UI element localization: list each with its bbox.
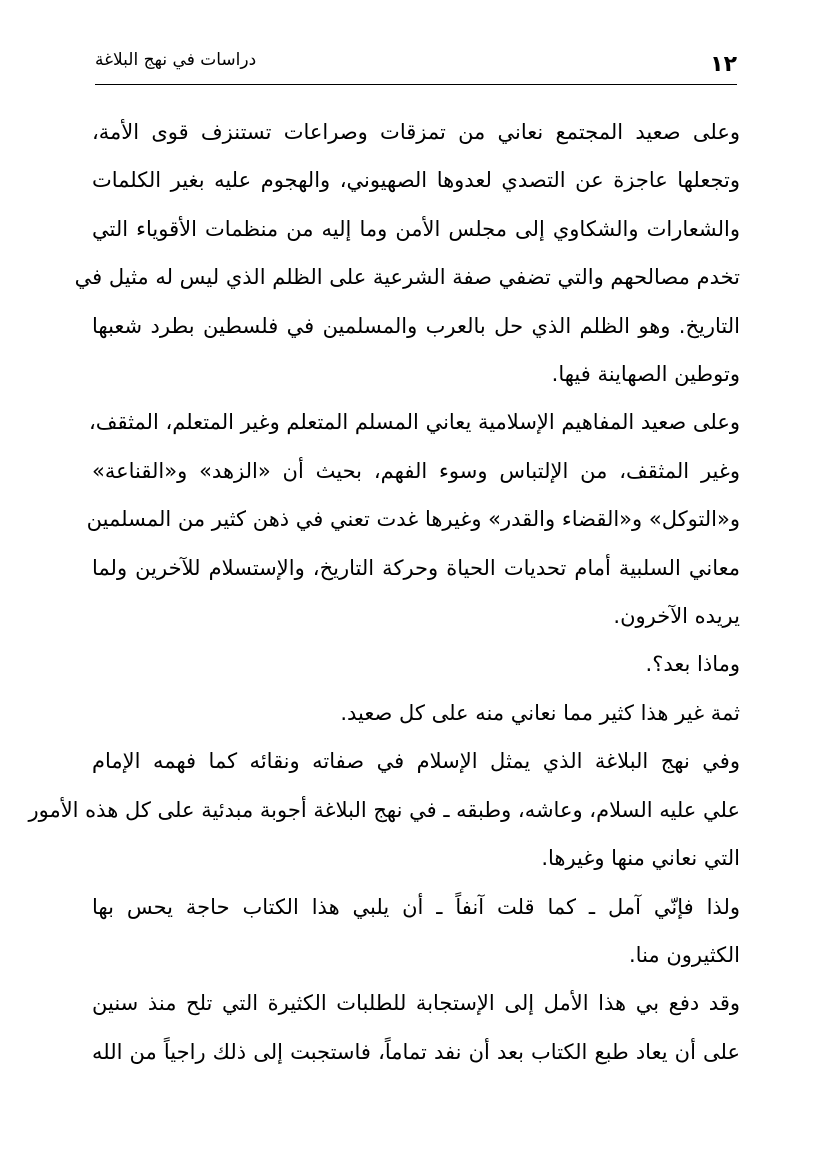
- text-line: يريده الآخرون.: [613, 604, 740, 629]
- text-line: وعلى صعيد المفاهيم الإسلامية يعاني المسلم المتعلم وغير المتعلم، المثقف،: [88, 410, 740, 435]
- text-line: معاني السلبية أمام تحديات الحياة وحركة التاريخ، والإستسلام للآخرين ولما: [92, 555, 740, 580]
- text-line: علي عليه السلام، وعاشه، وطبقه ـ في نهج البلاغة أجوبة مبدئية على كل هذه الأمور: [28, 797, 740, 822]
- text-line: الكثيرون منا.: [629, 942, 740, 967]
- text-line: و«التوكل» و«القضاء والقدر» وغيرها غدت تعني في ذهن كثير من المسلمين: [86, 507, 740, 532]
- text-line: ثمة غير هذا كثير مما نعاني منه على كل صعيد.: [340, 700, 740, 725]
- text-line: وغير المثقف، من الإلتباس وسوء الفهم، بحيث أن «الزهد» و«القناعة»: [92, 458, 740, 483]
- text-line: والشعارات والشكاوي إلى مجلس الأمن وما إليه من منظمات الأقوياء التي: [92, 216, 740, 241]
- text-line: وتوطين الصهاينة فيها.: [551, 362, 740, 387]
- text-line: وعلى صعيد المجتمع نعاني من تمزقات وصراعات تستنزف قوى الأمة،: [92, 120, 740, 144]
- text-line: التي نعاني منها وغيرها.: [541, 846, 740, 871]
- text-line: وفي نهج البلاغة الذي يمثل الإسلام في صفاته ونقائه كما فهمه الإمام: [92, 749, 740, 774]
- text-line: وقد دفع بي هذا الأمل إلى الإستجابة للطلبات الكثيرة التي تلح منذ سنين: [92, 991, 740, 1016]
- text-line: التاريخ. وهو الظلم الذي حل بالعرب والمسلمين في فلسطين بطرد شعبها: [92, 313, 740, 338]
- running-title: دراسات في نهج البلاغة: [95, 50, 257, 70]
- running-header: [95, 44, 737, 85]
- text-line: تخدم مصالحهم والتي تضفي صفة الشرعية على الظلم الذي ليس له مثيل في: [74, 265, 740, 290]
- body-text: [28, 108, 740, 1076]
- text-line: على أن يعاد طبع الكتاب بعد أن نفد تماماً، فاستجبت إلى ذلك راجياً من الله: [92, 1039, 740, 1064]
- page-number: ١٢: [710, 52, 737, 77]
- text-line: وتجعلها عاجزة عن التصدي لعدوها الصهيوني، والهجوم عليه بغير الكلمات: [92, 168, 740, 193]
- text-line: وماذا بعد؟.: [645, 652, 740, 677]
- text-line: ولذا فإنّي آمل ـ كما قلت آنفاً ـ أن يلبي هذا الكتاب حاجة يحس بها: [92, 894, 740, 919]
